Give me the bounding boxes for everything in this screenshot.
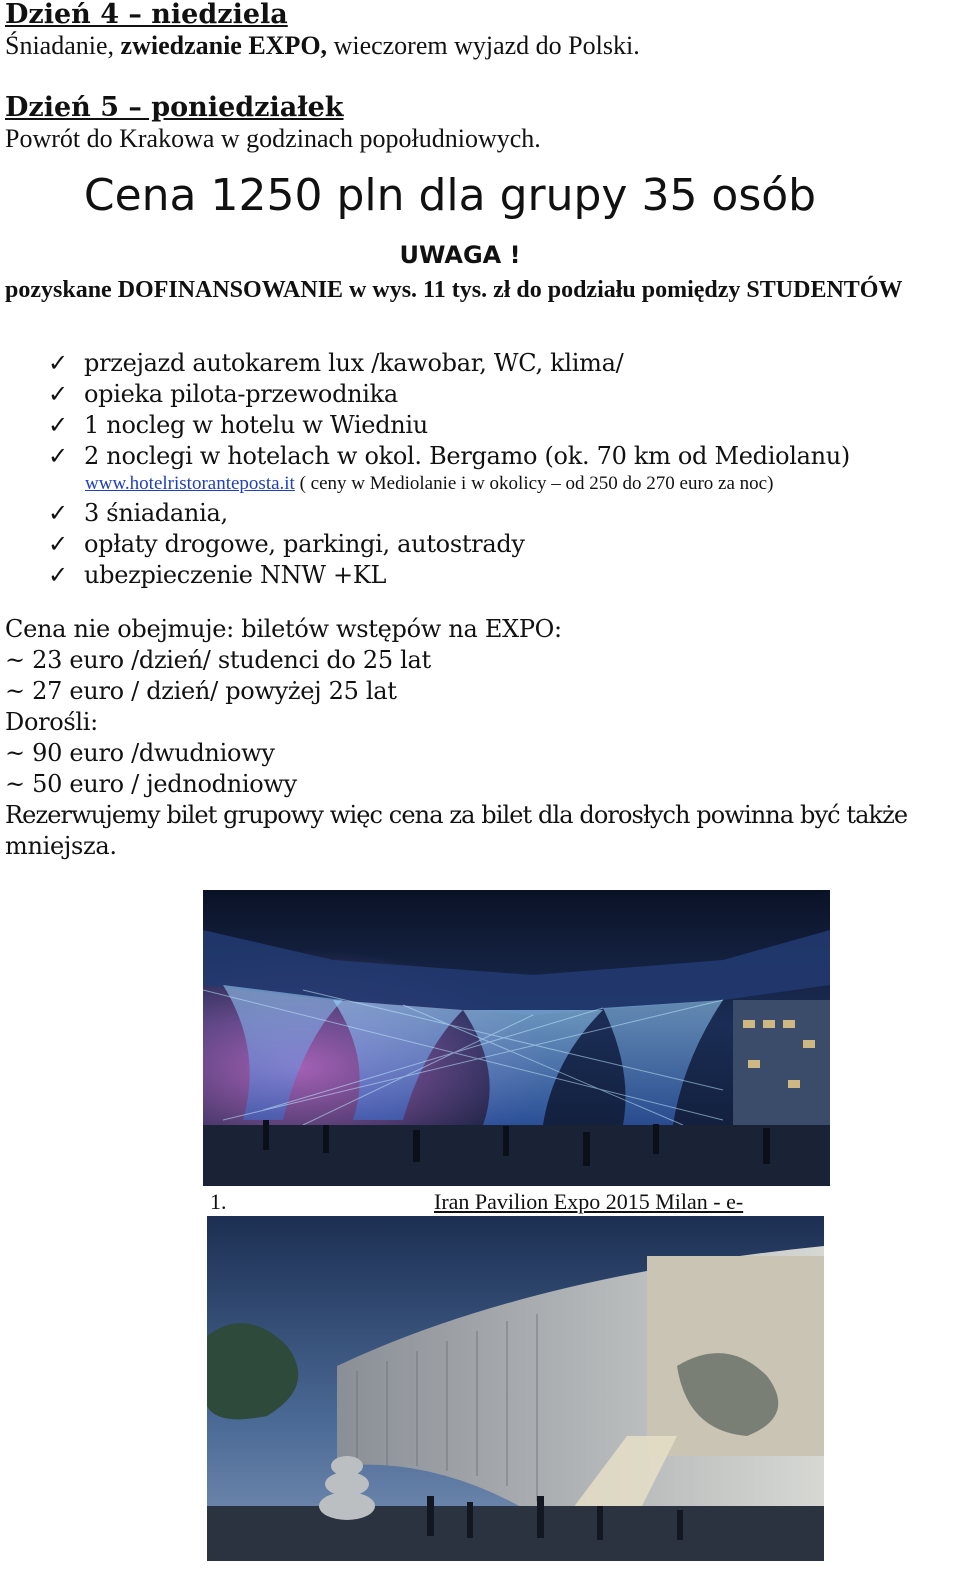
price-heading: Cena 1250 pln dla grupy 35 osób [83, 170, 817, 221]
excluded-line: ~ 90 euro /dwudniowy [5, 739, 275, 767]
list-item [48, 409, 428, 440]
hotel-link[interactable]: www.hotelristoranteposta.it [85, 473, 295, 494]
excluded-line: Dorośli: [5, 708, 98, 736]
excluded-line: ~ 27 euro / dzień/ powyżej 25 lat [5, 677, 397, 705]
day4-description [5, 31, 640, 61]
hotel-price-note: ( ceny w Mediolanie i w okolicy – od 250 do 270 euro za noc) [294, 473, 774, 494]
list-item-label: opłaty drogowe, parkingi, autostrady [84, 529, 525, 558]
austria-pavilion-image [207, 1216, 824, 1561]
excluded-line: Rezerwujemy bilet grupowy więc cena za bilet dla dorosłych powinna być także [5, 801, 908, 829]
list-item [48, 528, 525, 559]
checkmark-icon: ✓ [48, 560, 69, 589]
day5-description: Powrót do Krakowa w godzinach popołudniowych. [5, 124, 541, 153]
checkmark-icon: ✓ [48, 441, 69, 470]
list-item [48, 378, 398, 409]
excluded-line: Cena nie obejmuje: biletów wstępów na EXPO: [5, 615, 562, 643]
day4-bold: zwiedzanie EXPO, [120, 31, 328, 60]
checkmark-icon: ✓ [48, 379, 69, 408]
checkmark-icon: ✓ [48, 498, 69, 527]
list-item-label: przejazd autokarem lux /kawobar, WC, klima/ [84, 348, 624, 377]
checkmark-icon: ✓ [48, 348, 69, 377]
list-item [48, 347, 623, 378]
excluded-line: ~ 23 euro /dzień/ studenci do 25 lat [5, 646, 431, 674]
list-item-label: opieka pilota-przewodnika [84, 379, 398, 408]
list-item-label: 1 nocleg w hotelu w Wiedniu [84, 410, 428, 439]
day4-prefix: Śniadanie, [5, 31, 121, 60]
day5-heading: Dzień 5 – poniedziałek [5, 92, 344, 123]
image-caption-link[interactable]: Iran Pavilion Expo 2015 Milan - e- [434, 1189, 744, 1214]
checkmark-icon: ✓ [48, 410, 69, 439]
day4-suffix: wieczorem wyjazd do Polski. [327, 31, 640, 60]
checkmark-icon: ✓ [48, 529, 69, 558]
list-item-label: 2 noclegi w hotelach w okol. Bergamo (ok. 70 km od Mediolanu) [84, 441, 850, 470]
day4-heading: Dzień 4 – niedziela [5, 0, 288, 30]
pavilion-photo-night [203, 890, 830, 1186]
excluded-line: ~ 50 euro / jednodniowy [5, 770, 297, 798]
list-item [48, 559, 386, 590]
hotel-info [85, 472, 773, 496]
list-item [48, 440, 850, 471]
list-item [48, 497, 228, 528]
excluded-line: mniejsza. [5, 832, 117, 860]
notice-text: pozyskane DOFINANSOWANIE w wys. 11 tys. zł do podziału pomiędzy STUDENTÓW [5, 277, 903, 303]
pavilion-photo-austria [207, 1216, 824, 1561]
list-item-label: ubezpieczenie NNW +KL [84, 560, 387, 589]
image-caption-number: 1. [210, 1189, 227, 1214]
pavilion-night-image [203, 890, 830, 1186]
notice-title: UWAGA ! [399, 241, 521, 269]
list-item-label: 3 śniadania, [84, 498, 228, 527]
